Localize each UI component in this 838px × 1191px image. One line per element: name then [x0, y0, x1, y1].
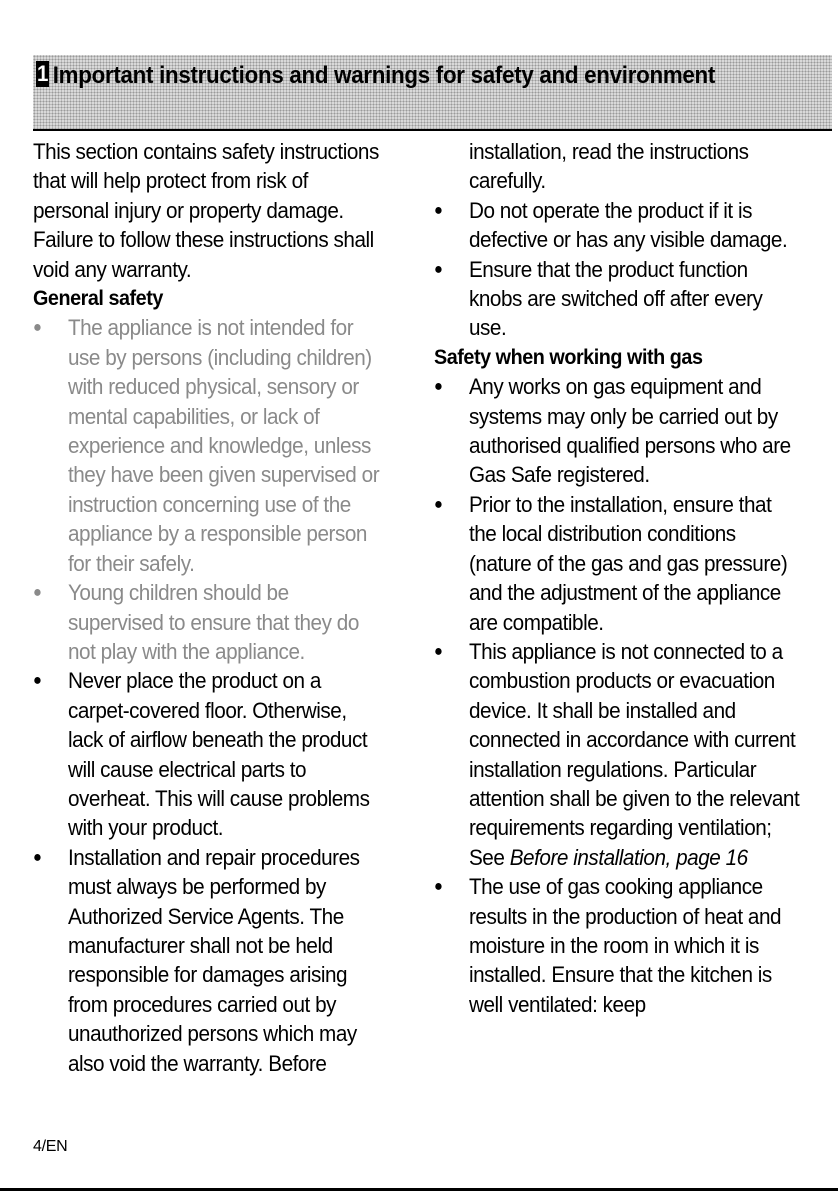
bullet-icon: ●	[33, 848, 42, 866]
bullet-icon: ●	[33, 584, 42, 602]
list-item: ● This appliance is not connected to a combustion products or evacuation device. It shall be installed and connected in accordance with current installation regulations. Particular attention shall be given to the relevant requirements regarding ventilation; See Before installation, page 16	[434, 638, 800, 870]
list-item: ● Prior to the installation, ensure that the local distribution conditions (nature of the gas and gas pressure) and the adjustment of the appliance are compatible.	[434, 491, 788, 635]
general-safety-list-continued	[434, 196, 834, 343]
list-item: ● Young children should be supervised to ensure that they do not play with the appliance.	[33, 580, 359, 664]
list-item: ● Never place the product on a carpet-covered floor. Otherwise, lack of airflow beneath the product will cause electrical parts to overheat. This will cause problems with your product.	[33, 668, 370, 841]
section-title	[36, 59, 761, 92]
list-item: ● The appliance is not intended for use by persons (including children) with reduced physical, sensory or mental capabilities, or lack of experience and knowledge, unless they have been given supervised or instruction concerning use of the appliance by a responsible person for their safely.	[33, 315, 380, 576]
page-number: 4/EN	[33, 1138, 68, 1155]
bullet-icon: ●	[434, 201, 443, 219]
bullet-icon: ●	[33, 672, 42, 690]
bullet-icon: ●	[434, 495, 443, 513]
bullet-icon: ●	[434, 878, 443, 896]
list-item: ● Ensure that the product function knobs are switched off after every use.	[434, 256, 763, 341]
list-item: ● Installation and repair procedures must always be performed by Authorized Service Agents. The manufacturer shall not be held responsible for damages arising from procedures carried out by unauthorized persons which may also void the warranty. Before	[33, 844, 360, 1076]
intro-paragraph: This section contains safety instructions that will help protect from risk of personal injury or property damage. Failure to follow these instructions shall void any warranty.	[33, 139, 379, 282]
general-safety-list	[33, 313, 413, 1078]
bullet-icon: ●	[434, 378, 443, 396]
bullet-icon: ●	[33, 319, 42, 337]
bullet-icon: ●	[434, 642, 443, 660]
continued-text: installation, read the instructions carefully.	[468, 139, 749, 194]
gas-safety-list	[434, 372, 834, 1019]
right-column	[434, 137, 834, 1019]
cross-reference-link[interactable]: Before installation, page 16	[509, 844, 748, 870]
list-item: ● The use of gas cooking appliance results in the production of heat and moisture in the room in which it is installed. Ensure that the kitchen is well ventilated: keep	[434, 874, 782, 1017]
left-column	[33, 137, 413, 1078]
list-item: ● Any works on gas equipment and systems may only be carried out by authorised qualified persons who are Gas Safe registered.	[434, 374, 791, 488]
bullet-icon: ●	[434, 260, 443, 278]
header-underline	[33, 129, 832, 131]
general-safety-heading: General safety	[33, 286, 163, 311]
gas-safety-heading: Safety when working with gas	[434, 344, 703, 369]
list-item: ● Do not operate the product if it is defective or has any visible damage.	[434, 197, 788, 253]
section-number-box: 1	[36, 61, 49, 86]
section-title-text: Important instructions and warnings for safety and environment	[52, 62, 716, 89]
